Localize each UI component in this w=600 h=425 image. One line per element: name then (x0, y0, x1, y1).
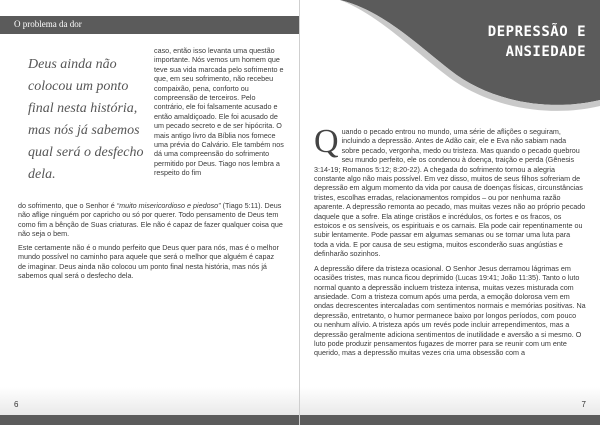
left-wide-text-1 (18, 201, 284, 239)
right-page (300, 0, 600, 425)
italic-quote: “muito misericordioso e piedoso” (116, 201, 221, 210)
page-number: 6 (14, 400, 19, 409)
chapter-title (488, 22, 586, 62)
chapter-title-line: ANSIEDADE (505, 44, 586, 60)
running-header: O problema da dor (14, 19, 82, 29)
paragraph (18, 201, 284, 239)
paragraph: A depressão difere da tristeza ocasional. O Senhor Jesus derramou lágrimas em ocasiões tristes, mas nunca ficou deprimido (Lucas 19:41; João 11:35). Tanto o luto normal quanto a depressão incluem tristeza intensa, muitas vezes misturada com ansiedade. Com a tristeza comum após uma perda, a emoção dolorosa vem em ondas decrescentes intercaladas com sentimentos normais e memórias positivas. Na depressão, entretanto, o humor permanece baixo por longos períodos, com pouco ou nenhum alívio. A tristeza após um revés pode incluir arrependimentos, mas a depressão geralmente adiciona sentimentos de inutilidade e aversão a si mesmo. O luto pode produzir pensamentos fugazes de morrer para se reunir com um ente querido, mas a depressão muitas vezes cria uma obsessão com a (314, 263, 586, 358)
right-body-text (314, 123, 586, 363)
paragraph: caso, então isso levanta uma questão importante. Nós vemos um homem que teve sua vida marcada pelo sofrimento e que, em seu sofrimento, não recebeu compaixão, pena, conforto ou compreensão de terceiros. Pelo contrário, ele foi falsamente acusado e então amaldiçoado. Ele foi acusado de um pecado secreto e de ser hipócrita. O mais antigo livro da Bíblia nos fornece uma prévia do Calvário. Ele também nos dá uma compreensão do sofrimento permitido por Deus. Tiago nos lembra a respeito do fim (154, 46, 284, 178)
pull-quote: Deus ainda não colocou um ponto final nesta história, mas nós já sabemos qual será o desfecho dela. (28, 57, 144, 182)
footer-shade (0, 387, 300, 415)
page-number: 7 (581, 400, 586, 409)
footer-shade (300, 387, 600, 415)
drop-cap: Q (314, 123, 339, 160)
text-run: uando o pecado entrou no mundo, uma série de aflições o seguiram, incluindo a depressão. Antes de Adão cair, ele e Eva não sabiam nada sobre pecado, vergonha, medo ou tristeza. Mas quando o pecado quebrou seu mundo perfeito, ele os condenou à doença, traição e perda (Gênesis 3:14-19; Romanos 5:12; 8:20-22). A chegada do sofrimento tornou a alegria constante algo não mais possível. Em vez disso, muitos de seus filhos sofreriam de depressão em algum momento da vida por causa de doenças físicas, circunstâncias tristes, escolhas erradas, relacionamentos rompidos – ou por nenhuma razão aparente. A depressão remonta ao pecado, mas muitas vezes não ao próprio pecado daquele que a sofre. Ela atinge cristãos e incrédulos, os fortes e os fracos, os estoicos e os sensíveis, os espirituais e os carnais. Ela pode cair repentinamente ou subir lentamente. Pode passar em algumas semanas ou se tornar uma luta para toda a vida. E por causa de seu estigma, muitos esconderão suas angústias e definharão sozinhos. (314, 127, 586, 259)
footer-bar (0, 415, 300, 425)
paragraph: Este certamente não é o mundo perfeito que Deus quer para nós, mas é o melhor mundo possível no caminho para aquele que será o melhor que alguém é capaz de imaginar. Deus ainda não colocou um ponto final nesta história, mas nós já sabemos qual será o desfecho dela. (18, 243, 279, 281)
text-run: (Tiago 5:11). Deus não aflige ninguém por capricho ou só por querer. Todo pensamento de Deus tem como fim a bênção de Suas criaturas. Ele não é capaz de fazer qualquer coisa que não seja o bem. (18, 201, 283, 239)
left-wide-text-2 (18, 243, 284, 281)
footer-bar (300, 415, 600, 425)
paragraph (314, 123, 586, 259)
chapter-title-line: DEPRESSÃO E (487, 24, 586, 40)
text-run: do sofrimento, que o Senhor é (18, 201, 117, 210)
book-spine (299, 0, 300, 425)
left-column-text (154, 46, 286, 178)
